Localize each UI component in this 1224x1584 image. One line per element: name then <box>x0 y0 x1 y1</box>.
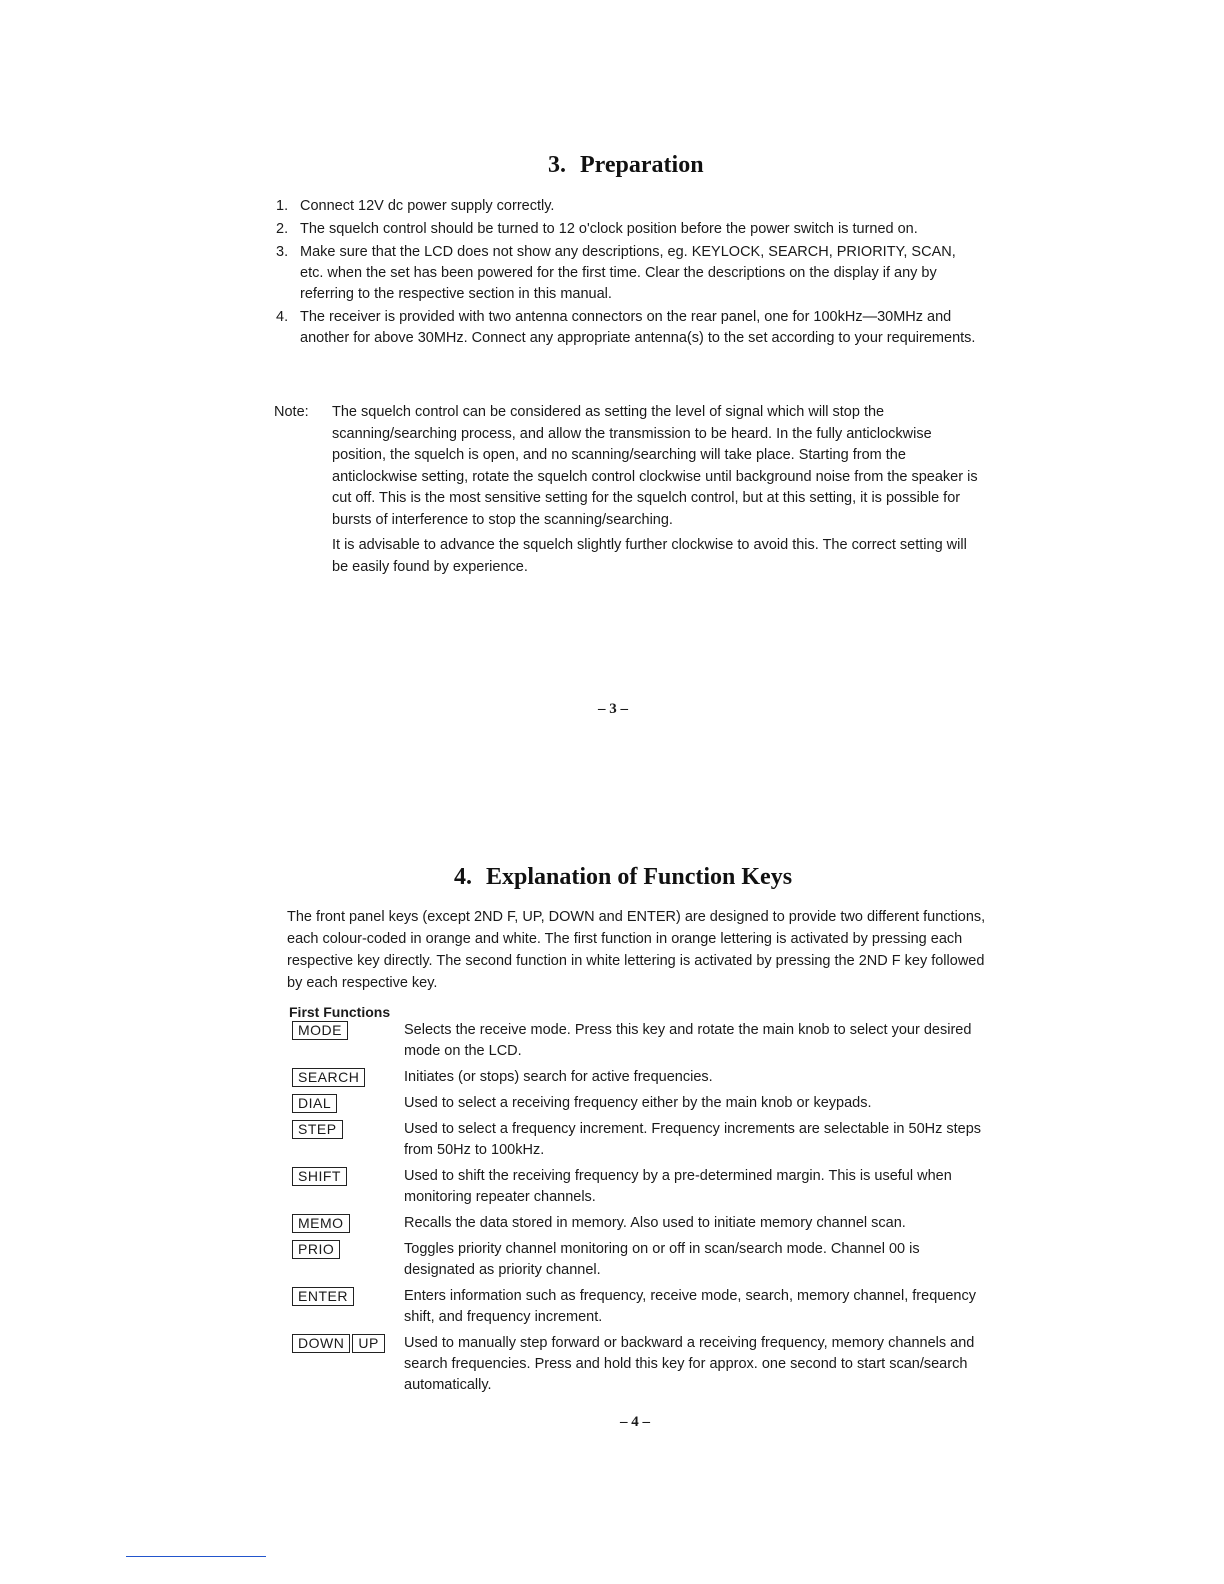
list-item <box>276 242 980 305</box>
squelch-note <box>274 402 978 582</box>
function-keys-heading <box>454 864 792 891</box>
memo-key[interactable]: MEMO <box>292 1214 350 1233</box>
shift-key[interactable]: SHIFT <box>292 1167 347 1186</box>
list-item <box>276 219 980 240</box>
search-key[interactable]: SEARCH <box>292 1068 365 1087</box>
key-description: Used to select a receiving frequency either by the main knob or keypads. <box>404 1095 872 1111</box>
step-number: 4. <box>276 309 289 325</box>
key-row-dial <box>292 1093 994 1114</box>
key-row-down-up <box>292 1333 994 1396</box>
section-number: 3. <box>548 152 566 178</box>
step-number: 1. <box>276 198 289 214</box>
note-body <box>332 402 978 578</box>
key-description: Enters information such as frequency, receive mode, search, memory channel, frequency shift, and frequency increment. <box>404 1288 976 1325</box>
note-label: Note: <box>274 404 309 420</box>
key-row-mode <box>292 1020 994 1062</box>
key-description: Initiates (or stops) search for active frequencies. <box>404 1069 713 1085</box>
section-title-text: Preparation <box>580 152 704 178</box>
mode-key[interactable]: MODE <box>292 1021 348 1040</box>
key-row-step <box>292 1119 994 1161</box>
step-key[interactable]: STEP <box>292 1120 343 1139</box>
section-number: 4. <box>454 864 472 890</box>
page-number: – 4 – <box>620 1414 650 1430</box>
step-number: 3. <box>276 244 289 260</box>
up-key[interactable]: UP <box>352 1334 384 1353</box>
prio-key[interactable]: PRIO <box>292 1240 340 1259</box>
preparation-steps <box>276 196 980 351</box>
key-row-memo <box>292 1213 994 1234</box>
list-item <box>276 307 980 349</box>
function-key-list <box>292 1020 994 1401</box>
key-description: Recalls the data stored in memory. Also used to initiate memory channel scan. <box>404 1215 906 1231</box>
footer-divider <box>126 1556 266 1557</box>
step-text: Connect 12V dc power supply correctly. <box>300 198 555 214</box>
key-description: Used to shift the receiving frequency by a pre-determined margin. This is useful when monitoring repeater channels. <box>404 1168 952 1205</box>
key-description: Toggles priority channel monitoring on or off in scan/search mode. Channel 00 is designated as priority channel. <box>404 1241 920 1278</box>
dial-key[interactable]: DIAL <box>292 1094 337 1113</box>
key-description: Used to select a frequency increment. Frequency increments are selectable in 50Hz steps from 50Hz to 100kHz. <box>404 1121 982 1158</box>
key-row-search <box>292 1067 994 1088</box>
step-text: The receiver is provided with two antenna connectors on the rear panel, one for 100kHz—30MHz and another for above 30MHz. Connect any appropriate antenna(s) to the set according to your requirements. <box>300 309 976 346</box>
key-row-prio <box>292 1239 994 1281</box>
list-item <box>276 196 980 217</box>
key-row-enter <box>292 1286 994 1328</box>
step-text: Make sure that the LCD does not show any descriptions, eg. KEYLOCK, SEARCH, PRIORITY, SCAN, etc. when the set has been powered for the first time. Clear the descriptions on the display if any by referring to the respective section in this manual. <box>300 244 956 302</box>
step-text: The squelch control should be turned to 12 o'clock position before the power switch is turned on. <box>300 221 918 237</box>
first-functions-subheading: First Functions <box>289 1004 391 1020</box>
preparation-heading <box>548 152 704 179</box>
enter-key[interactable]: ENTER <box>292 1287 354 1306</box>
step-number: 2. <box>276 221 289 237</box>
page-number: – 3 – <box>598 701 628 717</box>
key-row-shift <box>292 1166 994 1208</box>
key-description: Used to manually step forward or backward a receiving frequency, memory channels and search frequencies. Press and hold this key for approx. one second to start scan/search automatically. <box>404 1335 975 1393</box>
section-title-text: Explanation of Function Keys <box>486 864 793 890</box>
note-paragraph: The squelch control can be considered as setting the level of signal which will stop the scanning/searching process, and allow the transmission to be heard. In the fully anticlockwise position, the squelch is open, and no scanning/searching will take place. Starting from the anticlockwise setting, rotate the squelch control clockwise until background noise from the speaker is cut off. This is the most sensitive setting for the squelch control, but at this setting, it is possible for bursts of interference to stop the scanning/searching. <box>332 404 978 528</box>
key-description: Selects the receive mode. Press this key and rotate the main knob to select your desired mode on the LCD. <box>404 1022 972 1059</box>
down-key[interactable]: DOWN <box>292 1334 350 1353</box>
intro-paragraph: The front panel keys (except 2ND F, UP, DOWN and ENTER) are designed to provide two different functions, each colour-coded in orange and white. The first function in orange lettering is activated by pressing each respective key directly. The second function in white lettering is activated by pressing the 2ND F key followed by each respective key. <box>287 909 986 991</box>
note-paragraph: It is advisable to advance the squelch slightly further clockwise to avoid this. The correct setting will be easily found by experience. <box>332 537 967 575</box>
